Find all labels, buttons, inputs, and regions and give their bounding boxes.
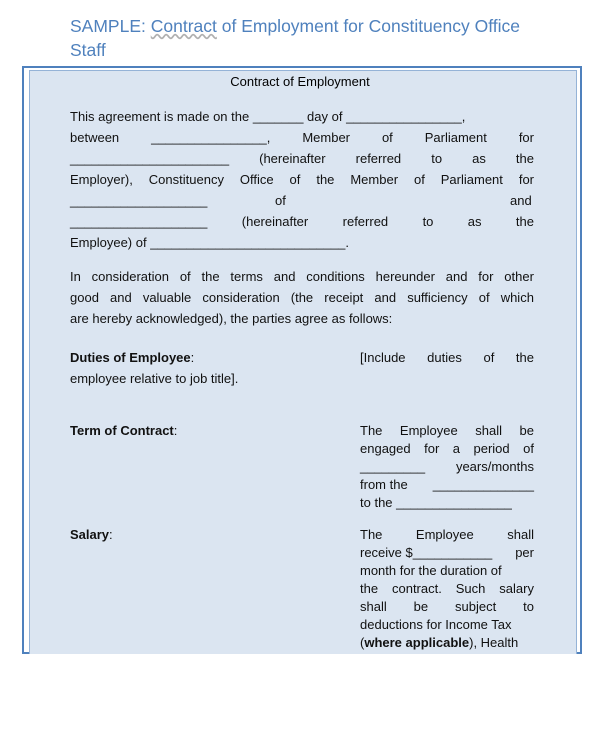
salary-right-line-5	[360, 599, 534, 615]
w: subject	[455, 599, 497, 614]
w: ___________________	[70, 214, 208, 229]
w: of	[413, 172, 425, 187]
w: The	[360, 423, 383, 438]
w: per	[515, 545, 534, 560]
w: Member	[302, 130, 351, 145]
term-right-line-1	[360, 423, 534, 439]
w: and	[273, 269, 296, 284]
term-right-line-5: to the ________________	[360, 495, 512, 510]
w: to	[523, 599, 534, 614]
agreement-line-5-of: of	[275, 193, 286, 208]
salary-right-line-4	[360, 581, 534, 597]
w: as	[467, 214, 482, 229]
w: (the	[290, 290, 314, 305]
w: the	[316, 172, 335, 187]
agreement-line-6	[70, 214, 534, 230]
salary-label	[70, 527, 113, 543]
document-title	[70, 14, 590, 62]
w: Constituency	[148, 172, 224, 187]
w: the	[515, 214, 534, 229]
w: engaged	[360, 441, 411, 456]
title-contract-word: Contract	[150, 16, 217, 36]
term-right-line-2	[360, 441, 534, 457]
w: good	[70, 290, 99, 305]
w: referred	[342, 214, 389, 229]
w: the	[360, 581, 379, 596]
w: sufficiency	[407, 290, 468, 305]
duties-colon: :	[190, 350, 195, 365]
w: referred	[355, 151, 402, 166]
agreement-line-3	[70, 151, 534, 167]
w: a	[452, 441, 460, 456]
consideration-line-2	[70, 290, 534, 306]
w: Parliament	[424, 130, 487, 145]
w: of	[523, 441, 534, 456]
w: duties	[427, 350, 462, 365]
w: Such	[455, 581, 486, 596]
w: and	[445, 269, 468, 284]
w: Employer),	[70, 172, 133, 187]
w: Office	[239, 172, 274, 187]
agreement-line-5-blank: ___________________	[70, 193, 208, 208]
w: be	[413, 599, 429, 614]
title-line2: Staff	[70, 40, 106, 60]
w: Employee	[399, 423, 458, 438]
term-right-line-3	[360, 459, 534, 475]
w: which	[500, 290, 534, 305]
consideration-line-3: are hereby acknowledged), the parties agree as follows:	[70, 311, 393, 326]
w: for	[478, 269, 494, 284]
duties-line-2: employee relative to job title].	[70, 371, 239, 386]
w: _________	[360, 459, 426, 474]
w: Employee	[415, 527, 474, 542]
w: of	[483, 350, 495, 365]
w: The	[360, 527, 383, 542]
w: the	[201, 269, 220, 284]
w: to	[422, 214, 434, 229]
w: Parliament	[440, 172, 503, 187]
w: terms	[230, 269, 263, 284]
where-applicable: where applicable	[364, 635, 470, 650]
salary-right-line-6: deductions for Income Tax	[360, 617, 512, 632]
agreement-line-2	[70, 130, 534, 146]
duties-label	[70, 350, 194, 366]
w: as	[472, 151, 486, 166]
w: In	[70, 269, 81, 284]
w: of	[478, 290, 490, 305]
w: between	[70, 130, 120, 145]
w: for	[518, 172, 534, 187]
w: the	[515, 350, 534, 365]
w: period	[473, 441, 510, 456]
term-label-text: Term of Contract	[70, 423, 174, 438]
w: for	[424, 441, 440, 456]
salary-right-line-7	[360, 635, 518, 651]
w: consideration	[91, 269, 169, 284]
w: receive $___________	[360, 545, 493, 560]
w: shall	[360, 599, 387, 614]
duties-label-text: Duties of Employee	[70, 350, 191, 365]
w: ______________	[432, 477, 534, 492]
w: hereunder	[375, 269, 435, 284]
w: (hereinafter	[241, 214, 309, 229]
agreement-line-7: Employee) of ___________________________.	[70, 235, 350, 250]
salary-right-line-1	[360, 527, 534, 543]
w: shall	[507, 527, 534, 542]
w: shall	[475, 423, 502, 438]
agreement-line-1: This agreement is made on the _______ day of ________________,	[70, 109, 466, 124]
w: salary	[499, 581, 534, 596]
salary-label-text: Salary	[70, 527, 110, 542]
term-right-line-4	[360, 477, 534, 493]
term-colon: :	[173, 423, 178, 438]
w: contract.	[391, 581, 442, 596]
term-label	[70, 423, 177, 439]
duties-right-line-1	[360, 350, 534, 366]
w: Member	[350, 172, 399, 187]
w: consideration	[202, 290, 280, 305]
salary-right-line-2	[360, 545, 534, 561]
agreement-line-4	[70, 172, 534, 188]
w: valuable	[142, 290, 192, 305]
w: the	[515, 151, 534, 166]
w: ________________,	[151, 130, 271, 145]
w: be	[519, 423, 534, 438]
w: [Include	[360, 350, 406, 365]
health-text: ), Health	[469, 635, 519, 650]
consideration-line-1	[70, 269, 534, 285]
w: and	[110, 290, 132, 305]
title-prefix: SAMPLE:	[70, 16, 151, 36]
w: conditions	[306, 269, 365, 284]
paren-open: (	[360, 635, 365, 650]
agreement-line-5-and: and	[510, 193, 532, 208]
w: receipt	[324, 290, 364, 305]
w: other	[504, 269, 534, 284]
w: of	[289, 172, 301, 187]
w: for	[518, 130, 534, 145]
w: of	[179, 269, 191, 284]
salary-right-line-3: month for the duration of	[360, 563, 502, 578]
w: and	[374, 290, 397, 305]
w: of	[381, 130, 393, 145]
title-rest: of Employment for Constituency Office	[216, 16, 521, 36]
w: (hereinafter	[259, 151, 326, 166]
w: years/months	[455, 459, 534, 474]
w: to	[431, 151, 443, 166]
salary-colon: :	[109, 527, 113, 542]
w: ______________________	[70, 151, 230, 166]
w: from the	[360, 477, 408, 492]
contract-heading: Contract of Employment	[230, 74, 370, 89]
